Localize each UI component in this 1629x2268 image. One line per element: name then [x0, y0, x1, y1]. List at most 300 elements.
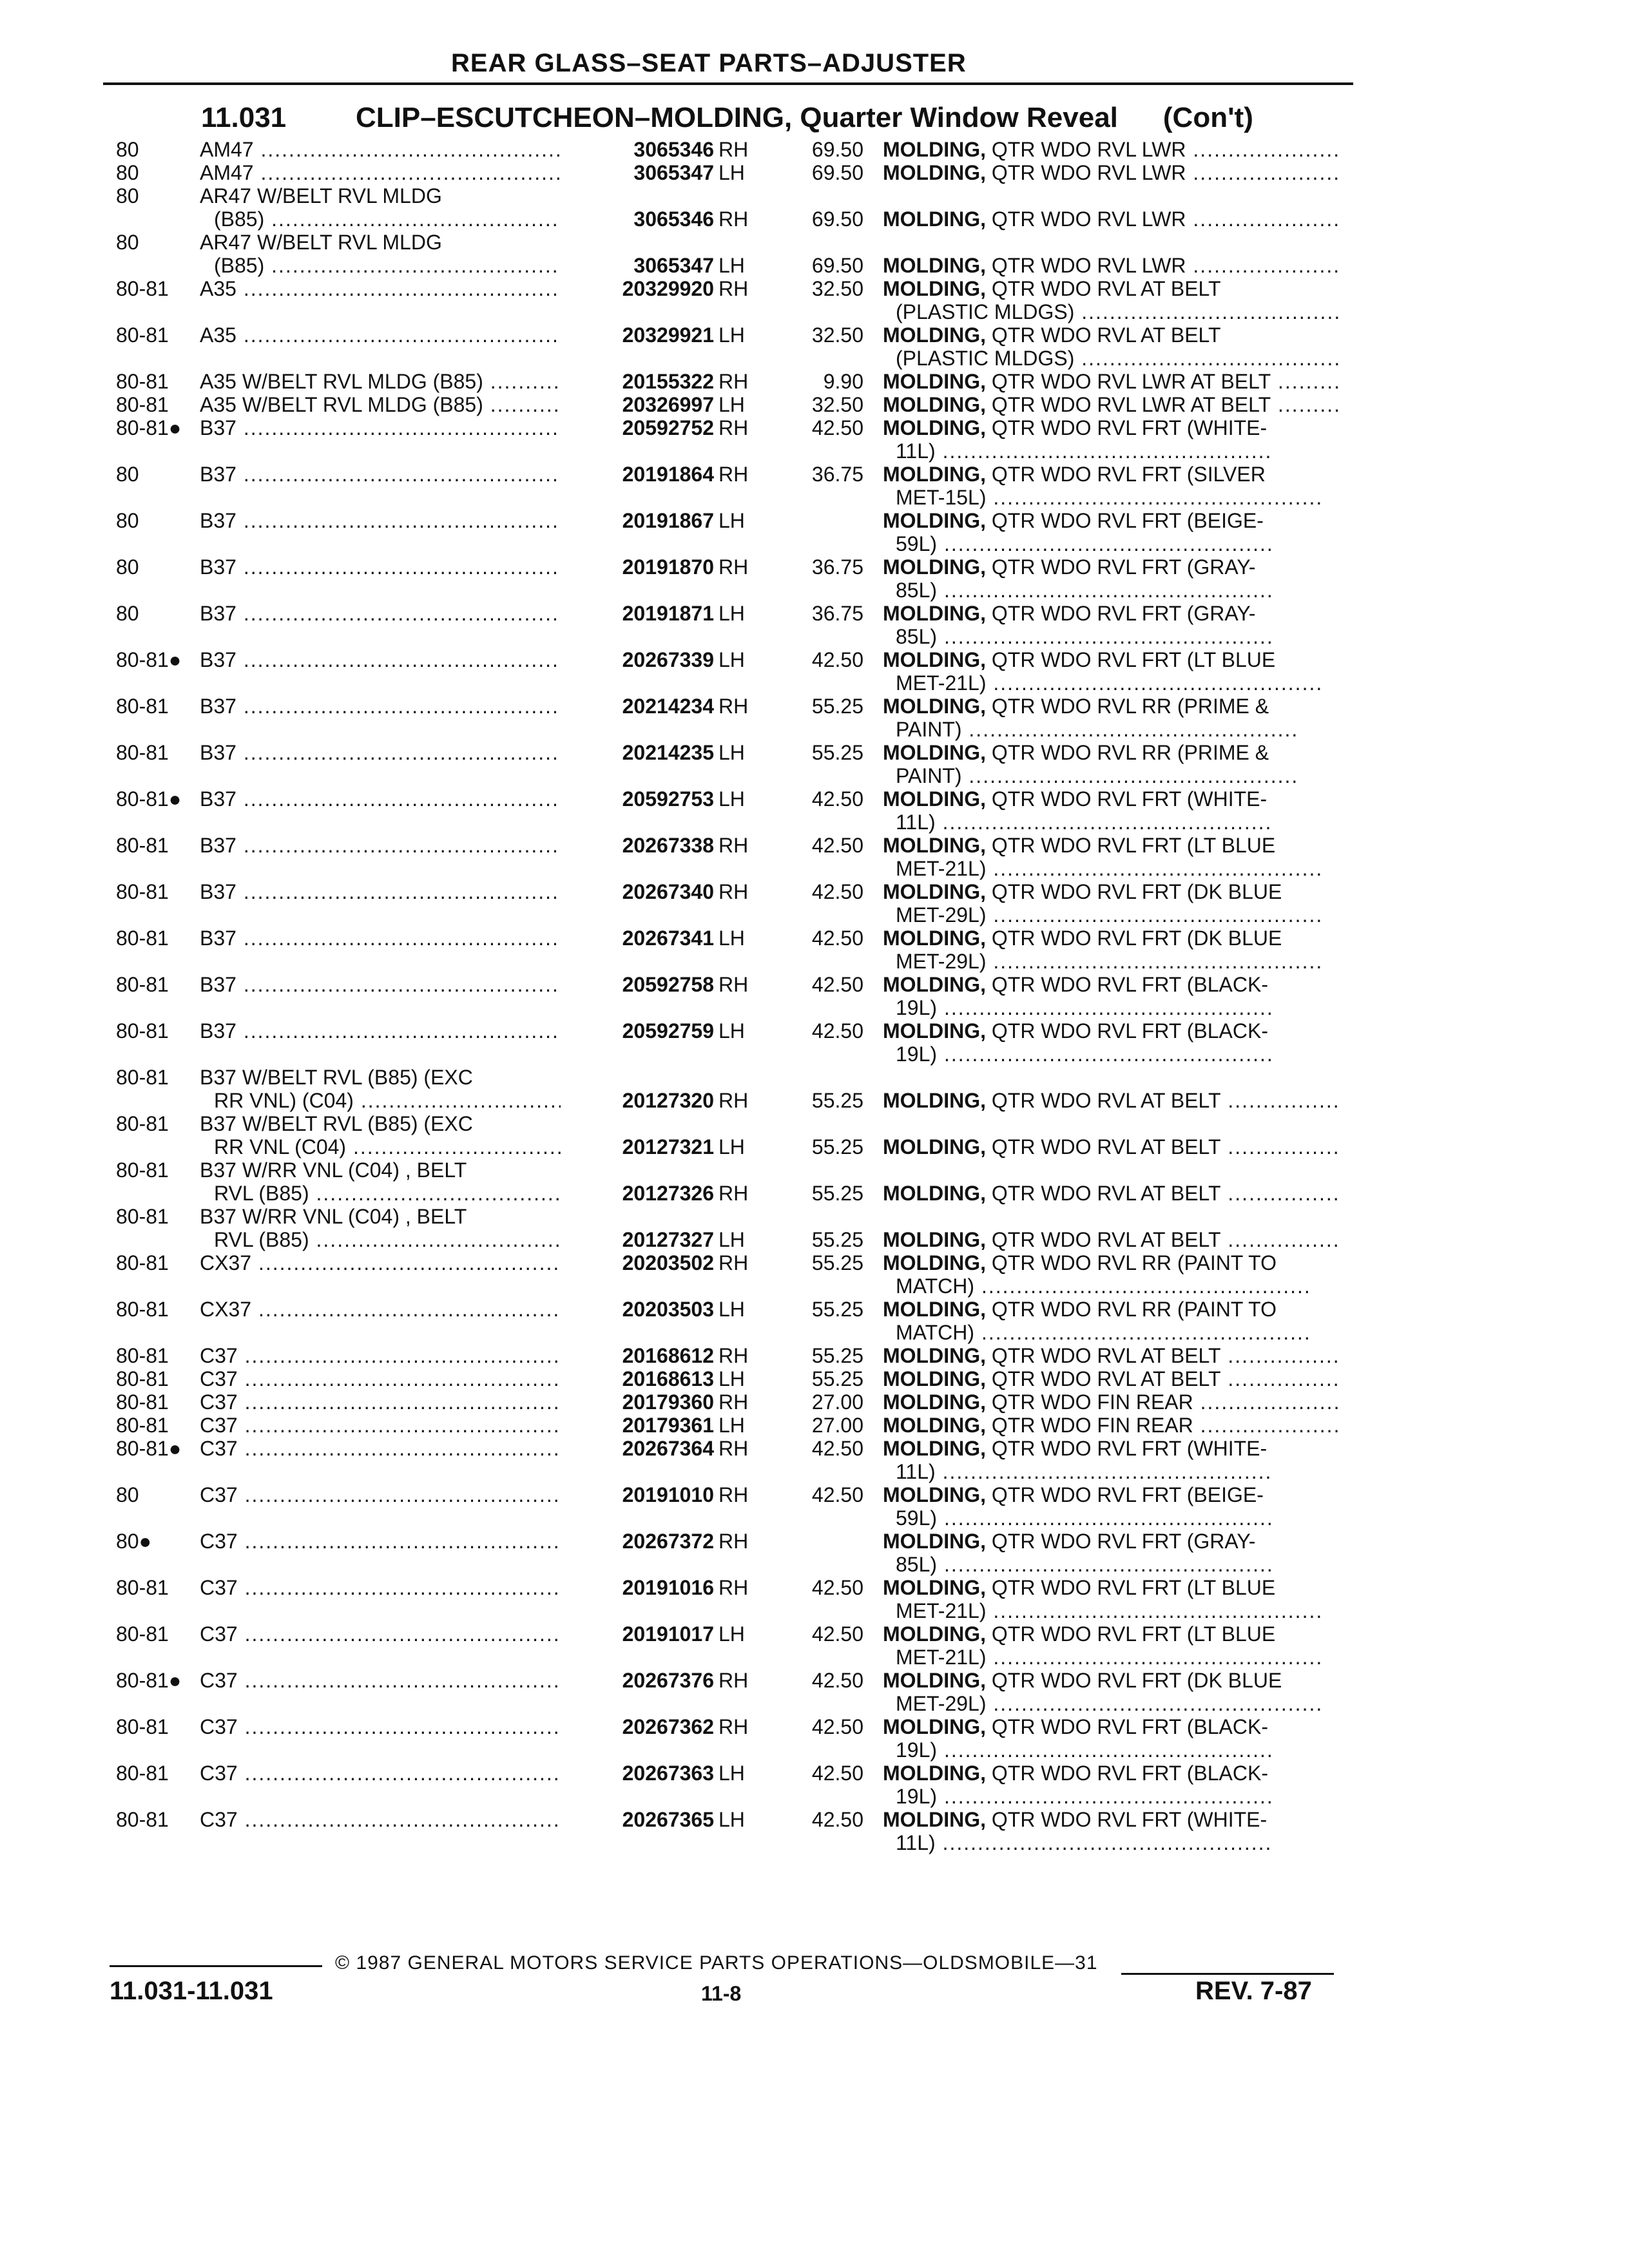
price: 27.00: [811, 1390, 863, 1414]
description-text: QTR WDO FIN REAR: [985, 1390, 1193, 1414]
part-entry-continuation: [116, 579, 1340, 602]
part-description: [883, 1762, 1340, 1785]
model-code: B37 W/RR VNL (C04) , BELT: [200, 1205, 467, 1228]
year-range: 80-81: [116, 1066, 169, 1089]
part-number: 20127321: [561, 1135, 714, 1158]
side-code: LH: [718, 1019, 745, 1043]
part-entry-row: [116, 184, 1340, 207]
description-lead: MOLDING,: [883, 973, 986, 996]
part-entry-row: [116, 1808, 1340, 1831]
description-continued: (PLASTIC MLDGS) .....: [896, 347, 1340, 370]
description-continued: (PLASTIC MLDGS) .....: [896, 300, 1340, 323]
description-text: QTR WDO RVL FRT (BLACK-: [985, 1019, 1268, 1043]
part-number: 20267376: [561, 1669, 714, 1692]
year-range: 80-81●: [116, 648, 182, 671]
part-description: [883, 1530, 1340, 1553]
description-text: QTR WDO RVL FRT (GRAY-: [985, 602, 1256, 625]
model-code-continued: RR VNL (C04) .....: [214, 1135, 594, 1158]
model-code: AR47 W/BELT RVL MLDG: [200, 231, 442, 254]
year-range: 80: [116, 463, 139, 486]
model-code: B37 .....: [200, 1019, 580, 1043]
model-code: AR47 W/BELT RVL MLDG: [200, 184, 442, 207]
side-code: LH: [718, 1622, 745, 1646]
description-lead: MOLDING,: [883, 416, 986, 439]
year-range: 80: [116, 184, 139, 207]
year-range: 80-81: [116, 927, 169, 950]
description-text: QTR WDO RVL FRT (BEIGE-: [985, 509, 1264, 532]
section-heading: [201, 102, 1253, 134]
year-range: 80-81●: [116, 1669, 182, 1692]
price: 42.50: [811, 1437, 863, 1460]
side-code: LH: [718, 1298, 745, 1321]
part-entry-continuation: [116, 254, 1340, 277]
part-entry-row: [116, 1298, 1340, 1321]
description-lead: MOLDING,: [883, 741, 986, 764]
model-code: B37 .....: [200, 973, 580, 996]
price: 69.50: [811, 254, 863, 277]
part-number: 20191870: [561, 555, 714, 579]
year-range: 80-81: [116, 1622, 169, 1646]
description-lead: MOLDING,: [883, 1669, 986, 1692]
part-description: [883, 138, 1340, 161]
part-entry-continuation: [116, 347, 1340, 370]
description-continued: 11L) .....: [896, 811, 1340, 834]
part-description: [883, 1808, 1340, 1831]
part-entry-row: [116, 927, 1340, 950]
price: 69.50: [811, 138, 863, 161]
part-entry-continuation: [116, 950, 1340, 973]
side-code: RH: [718, 880, 749, 903]
part-number: 20592753: [561, 787, 714, 811]
description-text: QTR WDO RVL LWR: [985, 207, 1186, 231]
part-description: [883, 254, 1340, 277]
part-description: [883, 602, 1340, 625]
part-number: 20191864: [561, 463, 714, 486]
part-entry-row: [116, 370, 1340, 393]
description-text: QTR WDO RVL FRT (LT BLUE: [985, 1622, 1276, 1646]
parts-list: [116, 138, 1340, 1854]
description-lead: MOLDING,: [883, 509, 986, 532]
price: 42.50: [811, 1483, 863, 1506]
part-entry-row: [116, 1158, 1340, 1182]
footer-page-number: 11-8: [701, 1982, 742, 2005]
part-description: [883, 393, 1340, 416]
price: 42.50: [811, 927, 863, 950]
description-text: QTR WDO RVL FRT (DK BLUE: [985, 880, 1282, 903]
part-description: [883, 1715, 1340, 1738]
part-number: 20267364: [561, 1437, 714, 1460]
part-entry-continuation: [116, 1321, 1340, 1344]
description-continued: 85L) .....: [896, 625, 1340, 648]
side-code: LH: [718, 602, 745, 625]
part-entry-row: [116, 973, 1340, 996]
title-rule: [103, 82, 1353, 85]
side-code: RH: [718, 1182, 749, 1205]
description-continued: MET-29L) .....: [896, 903, 1340, 927]
description-lead: MOLDING,: [883, 463, 986, 486]
footer-rule-left: [110, 1965, 322, 1967]
part-entry-row: [116, 1112, 1340, 1135]
side-code: RH: [718, 277, 749, 300]
description-lead: MOLDING,: [883, 648, 986, 671]
year-range: 80-81: [116, 1762, 169, 1785]
part-entry-row: [116, 602, 1340, 625]
model-code: B37 .....: [200, 880, 580, 903]
model-code: C37 .....: [200, 1367, 580, 1390]
part-number: 20267338: [561, 834, 714, 857]
model-code: C37 .....: [200, 1437, 580, 1460]
part-number: 20267365: [561, 1808, 714, 1831]
model-code-continued: RR VNL) (C04) .....: [214, 1089, 594, 1112]
side-code: LH: [718, 741, 745, 764]
price: 42.50: [811, 1762, 863, 1785]
part-description: [883, 463, 1340, 486]
description-continued: 59L) .....: [896, 532, 1340, 555]
year-range: 80-81: [116, 973, 169, 996]
description-text: QTR WDO RVL FRT (BLACK-: [985, 1762, 1268, 1785]
part-number: 20168613: [561, 1367, 714, 1390]
description-continued: MATCH) .....: [896, 1321, 1340, 1344]
description-text: QTR WDO RVL RR (PRIME &: [985, 741, 1269, 764]
description-continued: MET-21L) .....: [896, 1646, 1340, 1669]
part-entry-row: [116, 741, 1340, 764]
side-code: RH: [718, 1089, 749, 1112]
part-description: [883, 648, 1340, 671]
description-lead: MOLDING,: [883, 1576, 986, 1599]
part-entry-row: [116, 1205, 1340, 1228]
description-text: QTR WDO RVL FRT (LT BLUE: [985, 1576, 1276, 1599]
side-code: RH: [718, 1530, 749, 1553]
part-entry-continuation: [116, 1182, 1340, 1205]
model-code: B37 .....: [200, 416, 580, 439]
part-entry-row: [116, 1762, 1340, 1785]
part-number: 20127320: [561, 1089, 714, 1112]
model-code: C37 .....: [200, 1414, 580, 1437]
part-entry-row: [116, 1622, 1340, 1646]
part-number: 20267340: [561, 880, 714, 903]
description-lead: MOLDING,: [883, 254, 986, 277]
description-text: QTR WDO RVL AT BELT: [985, 1135, 1221, 1158]
part-entry-continuation: [116, 1274, 1340, 1298]
description-text: QTR WDO RVL LWR: [985, 254, 1186, 277]
side-code: LH: [718, 254, 745, 277]
part-entry-row: [116, 1530, 1340, 1553]
year-range: 80-81: [116, 1367, 169, 1390]
part-description: [883, 741, 1340, 764]
part-description: [883, 1367, 1340, 1390]
description-continued: MET-29L) .....: [896, 950, 1340, 973]
year-range: 80-81: [116, 1158, 169, 1182]
part-entry-row: [116, 323, 1340, 347]
year-range: 80-81●: [116, 787, 182, 811]
year-range: 80-81: [116, 1390, 169, 1414]
part-number: 3065347: [561, 161, 714, 184]
side-code: RH: [718, 1251, 749, 1274]
part-number: 20191016: [561, 1576, 714, 1599]
part-entry-row: [116, 231, 1340, 254]
part-entry-row: [116, 648, 1340, 671]
part-number: 3065346: [561, 138, 714, 161]
description-text: QTR WDO RVL FRT (DK BLUE: [985, 1669, 1282, 1692]
part-description: [883, 509, 1340, 532]
part-entry-row: [116, 1715, 1340, 1738]
part-number: 20267363: [561, 1762, 714, 1785]
footer-copyright: © 1987 GENERAL MOTORS SERVICE PARTS OPERATIONS—OLDSMOBILE—31: [335, 1952, 1098, 1974]
description-lead: MOLDING,: [883, 1135, 986, 1158]
price: 27.00: [811, 1414, 863, 1437]
part-number: 20155322: [561, 370, 714, 393]
price: 55.25: [811, 1228, 863, 1251]
price: 32.50: [811, 393, 863, 416]
part-description: [883, 207, 1340, 231]
model-code: AM47 .....: [200, 161, 580, 184]
model-code: A35 .....: [200, 323, 580, 347]
year-range: 80-81: [116, 1112, 169, 1135]
description-lead: MOLDING,: [883, 161, 986, 184]
description-lead: MOLDING,: [883, 555, 986, 579]
description-lead: MOLDING,: [883, 1019, 986, 1043]
year-range: 80●: [116, 1530, 151, 1553]
part-number: 20191017: [561, 1622, 714, 1646]
year-range: 80-81●: [116, 416, 182, 439]
part-description: [883, 1089, 1340, 1112]
footer-section-range: 11.031-11.031: [110, 1977, 273, 2005]
price: 42.50: [811, 648, 863, 671]
description-text: QTR WDO FIN REAR: [985, 1414, 1193, 1437]
part-description: [883, 1622, 1340, 1646]
price: 32.50: [811, 323, 863, 347]
description-continued: 19L) .....: [896, 1043, 1340, 1066]
model-code: B37 W/BELT RVL (B85) (EXC: [200, 1112, 473, 1135]
part-entry-continuation: [116, 857, 1340, 880]
model-code: B37 .....: [200, 509, 580, 532]
model-code-continued: (B85) .....: [214, 207, 594, 231]
description-lead: MOLDING,: [883, 880, 986, 903]
model-code: C37 .....: [200, 1530, 580, 1553]
part-entry-continuation: [116, 207, 1340, 231]
description-text: QTR WDO RVL FRT (WHITE-: [985, 416, 1268, 439]
year-range: 80-81: [116, 1298, 169, 1321]
part-entry-continuation: [116, 996, 1340, 1019]
part-entry-continuation: [116, 1135, 1340, 1158]
part-entry-row: [116, 787, 1340, 811]
description-text: QTR WDO RVL RR (PRIME &: [985, 695, 1269, 718]
year-range: 80-81: [116, 880, 169, 903]
part-entry-continuation: [116, 1553, 1340, 1576]
description-lead: MOLDING,: [883, 1390, 986, 1414]
side-code: RH: [718, 834, 749, 857]
part-description: [883, 277, 1340, 300]
year-range: 80-81: [116, 277, 169, 300]
price: 69.50: [811, 207, 863, 231]
part-description: [883, 1390, 1340, 1414]
price: 55.25: [811, 1367, 863, 1390]
description-continued: PAINT) .....: [896, 718, 1340, 741]
year-range: 80-81: [116, 1715, 169, 1738]
price: 42.50: [811, 834, 863, 857]
side-code: LH: [718, 1762, 745, 1785]
price: 55.25: [811, 1298, 863, 1321]
part-entry-continuation: [116, 1506, 1340, 1530]
part-description: [883, 1414, 1340, 1437]
description-lead: MOLDING,: [883, 1414, 986, 1437]
model-code: B37 .....: [200, 648, 580, 671]
description-continued: 19L) .....: [896, 1738, 1340, 1762]
part-number: 20179360: [561, 1390, 714, 1414]
year-range: 80: [116, 602, 139, 625]
part-entry-row: [116, 1414, 1340, 1437]
model-code: C37 .....: [200, 1483, 580, 1506]
description-continued: MET-21L) .....: [896, 1599, 1340, 1622]
price: 42.50: [811, 973, 863, 996]
model-code: CX37 .....: [200, 1298, 580, 1321]
part-entry-continuation: [116, 1043, 1340, 1066]
model-code: B37 .....: [200, 927, 580, 950]
side-code: RH: [718, 1344, 749, 1367]
model-code: CX37 .....: [200, 1251, 580, 1274]
part-entry-continuation: [116, 486, 1340, 509]
part-number: 20214234: [561, 695, 714, 718]
part-description: [883, 555, 1340, 579]
part-number: 20326997: [561, 393, 714, 416]
model-code: A35 W/BELT RVL MLDG (B85) .....: [200, 370, 580, 393]
part-number: 20203503: [561, 1298, 714, 1321]
price: 36.75: [811, 463, 863, 486]
description-lead: MOLDING,: [883, 927, 986, 950]
description-lead: MOLDING,: [883, 1298, 986, 1321]
model-code: B37 W/RR VNL (C04) , BELT: [200, 1158, 467, 1182]
part-description: [883, 1483, 1340, 1506]
part-entry-row: [116, 695, 1340, 718]
part-description: [883, 161, 1340, 184]
model-code: A35 .....: [200, 277, 580, 300]
description-text: QTR WDO RVL LWR: [985, 138, 1186, 161]
part-number: 20592759: [561, 1019, 714, 1043]
description-continued: 59L) .....: [896, 1506, 1340, 1530]
description-lead: MOLDING,: [883, 787, 986, 811]
part-entry-continuation: [116, 811, 1340, 834]
year-range: 80-81: [116, 370, 169, 393]
description-text: QTR WDO RVL RR (PAINT TO: [985, 1251, 1277, 1274]
price: 36.75: [811, 602, 863, 625]
model-code-continued: RVL (B85) .....: [214, 1228, 594, 1251]
part-number: 3065347: [561, 254, 714, 277]
description-text: QTR WDO RVL FRT (GRAY-: [985, 555, 1256, 579]
description-text: QTR WDO RVL AT BELT: [985, 1182, 1221, 1205]
side-code: LH: [718, 393, 745, 416]
model-code: B37 .....: [200, 463, 580, 486]
price: 9.90: [823, 370, 863, 393]
model-code: C37 .....: [200, 1576, 580, 1599]
part-entry-continuation: [116, 300, 1340, 323]
description-continued: MATCH) .....: [896, 1274, 1340, 1298]
side-code: LH: [718, 1808, 745, 1831]
part-number: 20267339: [561, 648, 714, 671]
part-number: 20592758: [561, 973, 714, 996]
side-code: RH: [718, 1390, 749, 1414]
part-entry-row: [116, 416, 1340, 439]
part-description: [883, 927, 1340, 950]
description-lead: MOLDING,: [883, 1344, 986, 1367]
year-range: 80-81: [116, 1019, 169, 1043]
part-entry-row: [116, 880, 1340, 903]
page-title: REAR GLASS–SEAT PARTS–ADJUSTER: [451, 49, 967, 77]
part-number: 20329920: [561, 277, 714, 300]
side-code: RH: [718, 463, 749, 486]
description-lead: MOLDING,: [883, 323, 986, 347]
part-description: [883, 834, 1340, 857]
part-entry-row: [116, 1390, 1340, 1414]
year-range: 80-81: [116, 1414, 169, 1437]
description-lead: MOLDING,: [883, 1530, 986, 1553]
part-entry-continuation: [116, 1599, 1340, 1622]
part-entry-continuation: [116, 1228, 1340, 1251]
description-continued: MET-21L) .....: [896, 857, 1340, 880]
description-text: QTR WDO RVL AT BELT: [985, 1228, 1221, 1251]
price: 55.25: [811, 1251, 863, 1274]
model-code-continued: RVL (B85) .....: [214, 1182, 594, 1205]
part-entry-continuation: [116, 625, 1340, 648]
part-description: [883, 1135, 1340, 1158]
part-number: 20203502: [561, 1251, 714, 1274]
part-entry-row: [116, 463, 1340, 486]
part-description: [883, 1182, 1340, 1205]
side-code: LH: [718, 161, 745, 184]
price: 55.25: [811, 1135, 863, 1158]
price: 69.50: [811, 161, 863, 184]
price: 55.25: [811, 741, 863, 764]
price: 36.75: [811, 555, 863, 579]
description-lead: MOLDING,: [883, 1715, 986, 1738]
description-lead: MOLDING,: [883, 1437, 986, 1460]
part-number: 20127327: [561, 1228, 714, 1251]
price: 55.25: [811, 1182, 863, 1205]
year-range: 80-81: [116, 1251, 169, 1274]
description-text: QTR WDO RVL LWR AT BELT: [985, 393, 1271, 416]
part-number: 20191867: [561, 509, 714, 532]
side-code: RH: [718, 1576, 749, 1599]
year-range: 80: [116, 555, 139, 579]
description-text: QTR WDO RVL AT BELT: [985, 1367, 1221, 1390]
part-description: [883, 416, 1340, 439]
model-code: A35 W/BELT RVL MLDG (B85) .....: [200, 393, 580, 416]
description-text: QTR WDO RVL FRT (WHITE-: [985, 1437, 1268, 1460]
side-code: RH: [718, 370, 749, 393]
part-number: 20267341: [561, 927, 714, 950]
year-range: 80-81: [116, 1576, 169, 1599]
description-text: QTR WDO RVL FRT (BEIGE-: [985, 1483, 1264, 1506]
part-number: 20168612: [561, 1344, 714, 1367]
part-entry-row: [116, 393, 1340, 416]
section-number: 11.031: [201, 102, 287, 133]
description-text: QTR WDO RVL FRT (BLACK-: [985, 1715, 1268, 1738]
year-range: 80-81: [116, 323, 169, 347]
description-continued: MET-21L) .....: [896, 671, 1340, 695]
description-continued: 19L) .....: [896, 996, 1340, 1019]
model-code: B37 W/BELT RVL (B85) (EXC: [200, 1066, 473, 1089]
part-number: 20214235: [561, 741, 714, 764]
description-text: QTR WDO RVL AT BELT: [985, 1089, 1221, 1112]
price: 42.50: [811, 1669, 863, 1692]
side-code: LH: [718, 1228, 745, 1251]
price: 42.50: [811, 1715, 863, 1738]
description-text: QTR WDO RVL FRT (LT BLUE: [985, 834, 1276, 857]
section-title: CLIP–ESCUTCHEON–MOLDING, Quarter Window Reveal: [356, 102, 1118, 133]
description-lead: MOLDING,: [883, 1089, 986, 1112]
year-range: 80-81: [116, 741, 169, 764]
year-range: 80: [116, 231, 139, 254]
description-continued: 85L) .....: [896, 1553, 1340, 1576]
